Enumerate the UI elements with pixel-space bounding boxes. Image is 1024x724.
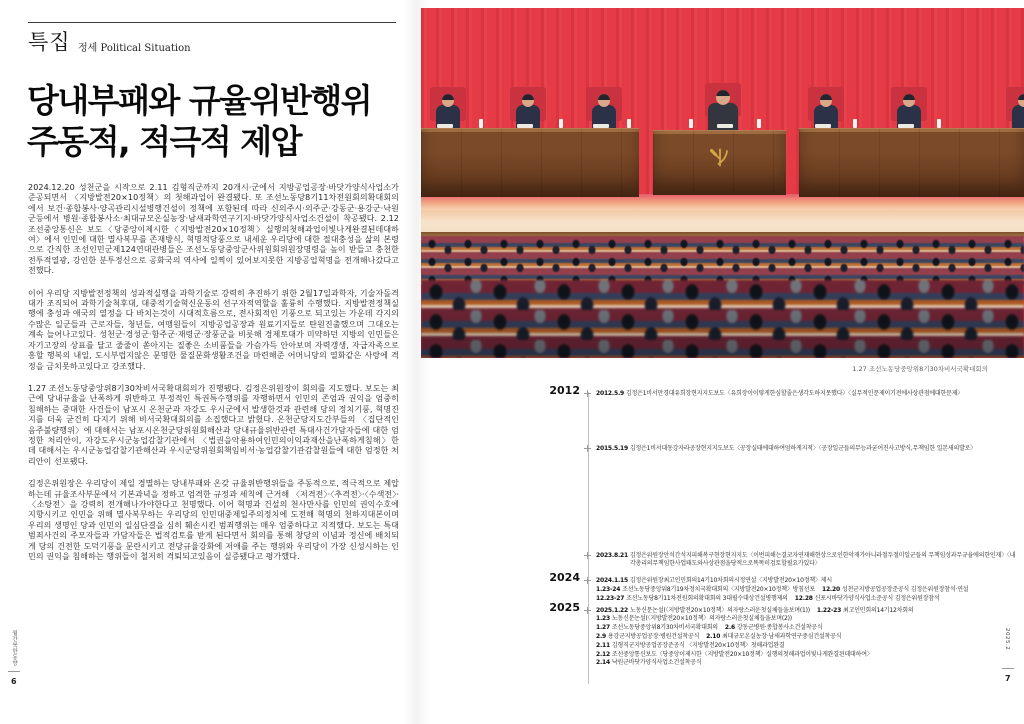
timeline-entry — [549, 384, 1016, 399]
timeline-text: 성천군지방공업공장준공식 김정은위원장참석·연설 — [841, 585, 969, 593]
timeline-text: 최고인민회의14기12차회의 — [843, 606, 914, 614]
timeline-date: 2012.5.9 — [596, 390, 626, 397]
left-margin-title: 월간북한동향 — [11, 630, 17, 666]
water-bottle — [853, 119, 857, 128]
timeline-line — [596, 445, 1016, 454]
timeline-entry — [596, 552, 1016, 570]
header-rule — [28, 22, 396, 23]
timeline-date: 12.28 — [794, 594, 815, 602]
desk-papers — [815, 124, 831, 128]
timeline-text: 강동군병원·종합봉사소건설착공식 — [736, 624, 823, 632]
timeline-date: 2.11 — [596, 641, 612, 649]
timeline-text: 조선노동당8기11차전원회의확대회의 3대필수대상건설병행제의 — [626, 594, 788, 602]
timeline-entry — [549, 600, 1016, 669]
headline-line-2: 주동적, 적극적 제압 — [27, 122, 302, 161]
section-label: 특집 — [28, 30, 71, 54]
timeline-date: 1.22-23 — [816, 606, 843, 614]
timeline-year-label: 2025 — [549, 600, 580, 614]
timeline-text: 조선노동당중앙위8기19차정치국확대회의〈지방발전20×10정책〉방침선포 — [622, 585, 815, 593]
timeline-line — [596, 624, 1016, 633]
headline-line-1: 당내부패와 규율위반행위 — [27, 81, 372, 120]
timeline-line — [596, 586, 1016, 595]
timeline-text: 노동신문논설(〈지방발전20×10정책〉의자랑스러운첫실체들을보며(2)) — [611, 615, 792, 623]
timeline-text: 김정은1비서만경대유희장현지지도보도〈유희장이이렇게한심할줄은생각도하지못했다〉〈실무적인문제이기전에사상관점에대한문제〉 — [625, 390, 964, 397]
timeline-date: 2.6 — [724, 624, 737, 632]
timeline-date: 2.9 — [596, 632, 608, 640]
timeline-line — [596, 633, 1016, 642]
photo-caption: 1.27 조선노동당중앙위8기30차비서국확대회의 — [852, 365, 988, 373]
right-margin-issue: 2025.2 — [1004, 628, 1010, 651]
section-subtitle: 정세 Political Situation — [78, 43, 191, 54]
desk-papers — [717, 124, 733, 128]
timeline-date: 2015.5.19 — [596, 444, 630, 452]
timeline-text: 노동신문논설(〈지방발전20×10정책〉의자랑스러운첫실체들을보며(1)) — [629, 606, 810, 614]
rostrum-desk-right — [799, 128, 1024, 197]
water-bottle — [937, 119, 941, 128]
timeline-text: 신포시바닷가양식사업소준공식 김정은위원장참석 — [814, 594, 940, 602]
timeline-date: 2024.1.15 — [596, 577, 630, 585]
timeline-entry — [549, 571, 1016, 603]
left-folio-rule — [8, 671, 20, 672]
page-title — [27, 80, 417, 162]
timeline-text: 최대규모온실농장·남새과학연구중심건설착공식 — [722, 632, 842, 640]
timeline-text: 김정은위원장안석간석지피해복구현장현지지도〈이번피해는결코자연재해현상으로인한악재가아니라철두철미일군들의 무책임성과무규율에의한인재〉〈내각총리의무책임한사업태도와사상관점을당적으로똑똑히검토할필요가있다〉 — [629, 551, 1016, 568]
article-paragraph: 1.27 조선노동당중앙위8기30차비서국확대회의가 진행됐다. 김정은위원장이 회의를 지도했다. 보도는 최근에 당내규율을 난폭하게 위반하고 부정적인 특권특수행위를 자행하면서 인민의 존엄과 권익을 엄중히 침해하는 중대한 사건들이 남포시 온천군과 자강도 우시군에서 발생한것과 관련해 당의 정치기풍, 혁명진지를 더욱 굳건히 다지기 위해 비서국확대회의를 소집했다고 밝혔다. 온천군당지도간부들의 〈집단적인음주불량행위〉에 대해서는 남포시온천군당위원회해산과 당내규율위반관련 특대사건가담자들에 대한 엄정한 처리안이, 자강도우시군농업감찰기관에서 〈법권을악용하여인민의이익과재산을난폭하게침해〉한데 대해서는 우시군농업감찰기관해산과 우시군당위원회책임비서·농업감찰기관감찰원들에 대한 엄정한 처리안이 선포됐다. — [28, 383, 399, 466]
timeline-line — [596, 659, 1016, 668]
water-bottle — [559, 119, 563, 128]
timeline-text: 조선중앙통신보도〈당중앙이제시한〈지방발전20×10정책〉실행의첫해과업이빛나게완결된데대하여〉 — [611, 650, 873, 658]
timeline-text: 조선노동당중앙위8기30차비서국확대회의 — [611, 624, 718, 632]
timeline-entries — [549, 384, 1016, 668]
timeline-text: 낙원군바닷가양식사업소건설착공식 — [611, 659, 702, 667]
desk-papers — [517, 124, 533, 128]
timeline-text: 김정은1비서대동강자라공장현지지도보도〈공장실태에대하여엄하게지적〉〈공장일군들의무능과굳어진사고방식,무책임한 일본새의발로〉 — [629, 444, 977, 452]
timeline-date: 2.14 — [596, 659, 612, 667]
timeline-text: 김정은위원장최고인민회의14기10차회의시정연설〈지방발전20×10정책〉제시 — [629, 577, 832, 585]
timeline-line — [596, 642, 1016, 651]
timeline-year-label: 2024 — [549, 571, 580, 585]
audience-shade — [421, 236, 1024, 358]
desk-papers — [898, 124, 914, 128]
timeline-date: 2023.8.21 — [596, 551, 630, 559]
timeline-date: 12.23-27 — [596, 594, 627, 602]
article-paragraph: 2024.12.20 성천군을 시작으로 2.11 김형직군까지 20개시·군에서 지방공업공장·바닷가양식사업소가 준공되면서 〈지방발전20×10정책〉의 첫해과업이 완결됐다. 또 조선노동당8기11차전원회의확대회의에서 보건·종합봉사·양곡관리시설병행건설이 정책에 포함된데 따라 신의주시·의주군·강동군·용강군·낙원군등에서 병원·종합봉사소·최대규모온실농장·남새과학연구기지·바닷가양식사업소건설이 착공됐다. 2.12 조선중앙통신은 보도〈당중앙이제시한〈지방발전20×10정책〉실행의첫해과업이빛나게완결된데대하여〉에서 인민에 대한 멸사복무를 존재방식, 혁명적당풍으로 내세운 우리당에 대한 절대충성을 삶의 본령으로 간직한 조선인민군제124연대관병들은 조선노동당중앙군사위원회위원장명령을 높이 받들고 충천한 전투적열광, 강인한 분투정신으로 공화국의 역사에 일찍이 있어보지못한 지방공업혁명을 전개해나갔다고 전했다. — [28, 183, 399, 276]
timeline-date: 1.23-24 — [596, 585, 623, 593]
water-bottle — [627, 119, 631, 128]
water-bottle — [689, 119, 693, 128]
timeline-line — [596, 390, 1016, 399]
events-timeline — [548, 384, 1018, 668]
timeline-year-label: 2012 — [549, 384, 580, 397]
rostrum-desk-left — [421, 128, 639, 197]
timeline-date: 2.10 — [706, 632, 723, 640]
timeline-axis — [588, 392, 589, 684]
timeline-text: 김형직군지방공업공장준공식 〈지방발전20×10정책〉첫해과업완결 — [611, 641, 785, 649]
timeline-date: 2.12 — [596, 650, 612, 658]
timeline-line — [596, 615, 1016, 624]
rostrum-desk-center — [653, 130, 786, 195]
timeline-entry — [596, 445, 1016, 454]
wpk-emblem-icon — [707, 145, 733, 171]
right-folio-rule — [1002, 668, 1014, 669]
water-bottle — [757, 119, 761, 128]
article-paragraph: 이어 우리당 지방발전정책의 성과적실행을 과학기술로 강력히 추진하기 위한 2월17일과학자, 기술자돌격대가 조직되어 과학기술척후대, 대중적기술혁신운동의 선구자적역할을 훌륭히 수행했다. 지방발전정책실행에 충성과 애국의 열정을 다 바치는것이 시대적흐름으로, 전사회적인 기풍으로 되고있는 가운데 각지의 수많은 일군들과 근로자들, 청년들, 여맹원들이 지방공업공장과 원료기지들로 탄원진출했으며 그대오는 계속 늘어나고있다. 성천군·경성군·함주군·재령군·장풍군을 비롯해 경제토대가 미약하던 지방의 인민들은 자기고장의 상표를 달고 줄줄이 쏟아지는 질좋은 소비품들을 가슴가득 안아보며 자력갱생, 자급자족으로 흥할 행복의 내일, 도시부럽지않은 문명한 물질문화생활조건을 마련해준 어머니당의 열화같은 사랑에 격정을 금치못하고있다고 강조했다. — [28, 288, 399, 371]
left-page-number: 6 — [11, 677, 17, 686]
article-paragraph: 김정은위원장은 우리당이 제일 경멸하는 당내부패와 온갖 규율위반행위들을 주동적으로, 적극적으로 제압하는데 규율조사부문에서 기본과녁을 정하고 엄격한 규정과 세칙에 근거해 〈저격전〉·〈추격전〉·〈수색전〉·〈소탕전〉을 강력히 전개해나가야한다고 천명했다. 이어 혁명과 건설의 천사만사를 인민의 권익수호에 지향시키고 인민을 위해 멸사복무하는 우리당의 인민대중제일주의정치에 도전해 혁명의 천하지대본이며 우리의 생명인 당과 인민의 일심단결을 심히 훼손시킨 범죄행위는 매우 엄중하다고 지적했다. 보도는 특대범죄사건의 주모자들과 가담자들은 법적검토를 받게 된다면서 회의를 통해 창당의 이념과 정신에 배치되게 당의 건전한 도덕기풍을 문란시키고 전당규율강화에 저애를 주는 행위와 우리당이 가장 신성시하는 인민의 권익을 침해하는 행위들이 철저히 격퇴되고있음이 실증됐다고 평가했다. — [28, 479, 399, 561]
timeline-date: 12.20 — [821, 585, 842, 593]
right-page-number: 7 — [1005, 674, 1011, 683]
water-bottle — [479, 119, 483, 128]
timeline-date: 1.27 — [596, 624, 612, 632]
timeline-text: 용강군지방공업공장·병원건설착공식 — [607, 632, 700, 640]
article-body — [28, 183, 399, 574]
desk-papers — [593, 124, 609, 128]
timeline-line — [596, 595, 1016, 604]
timeline-date: 1.23 — [596, 615, 612, 623]
timeline-date: 2025.1.22 — [596, 606, 630, 614]
timeline-line — [596, 577, 1016, 586]
timeline-line — [596, 552, 1016, 570]
meeting-photo — [421, 8, 1024, 358]
desk-papers — [437, 124, 453, 128]
